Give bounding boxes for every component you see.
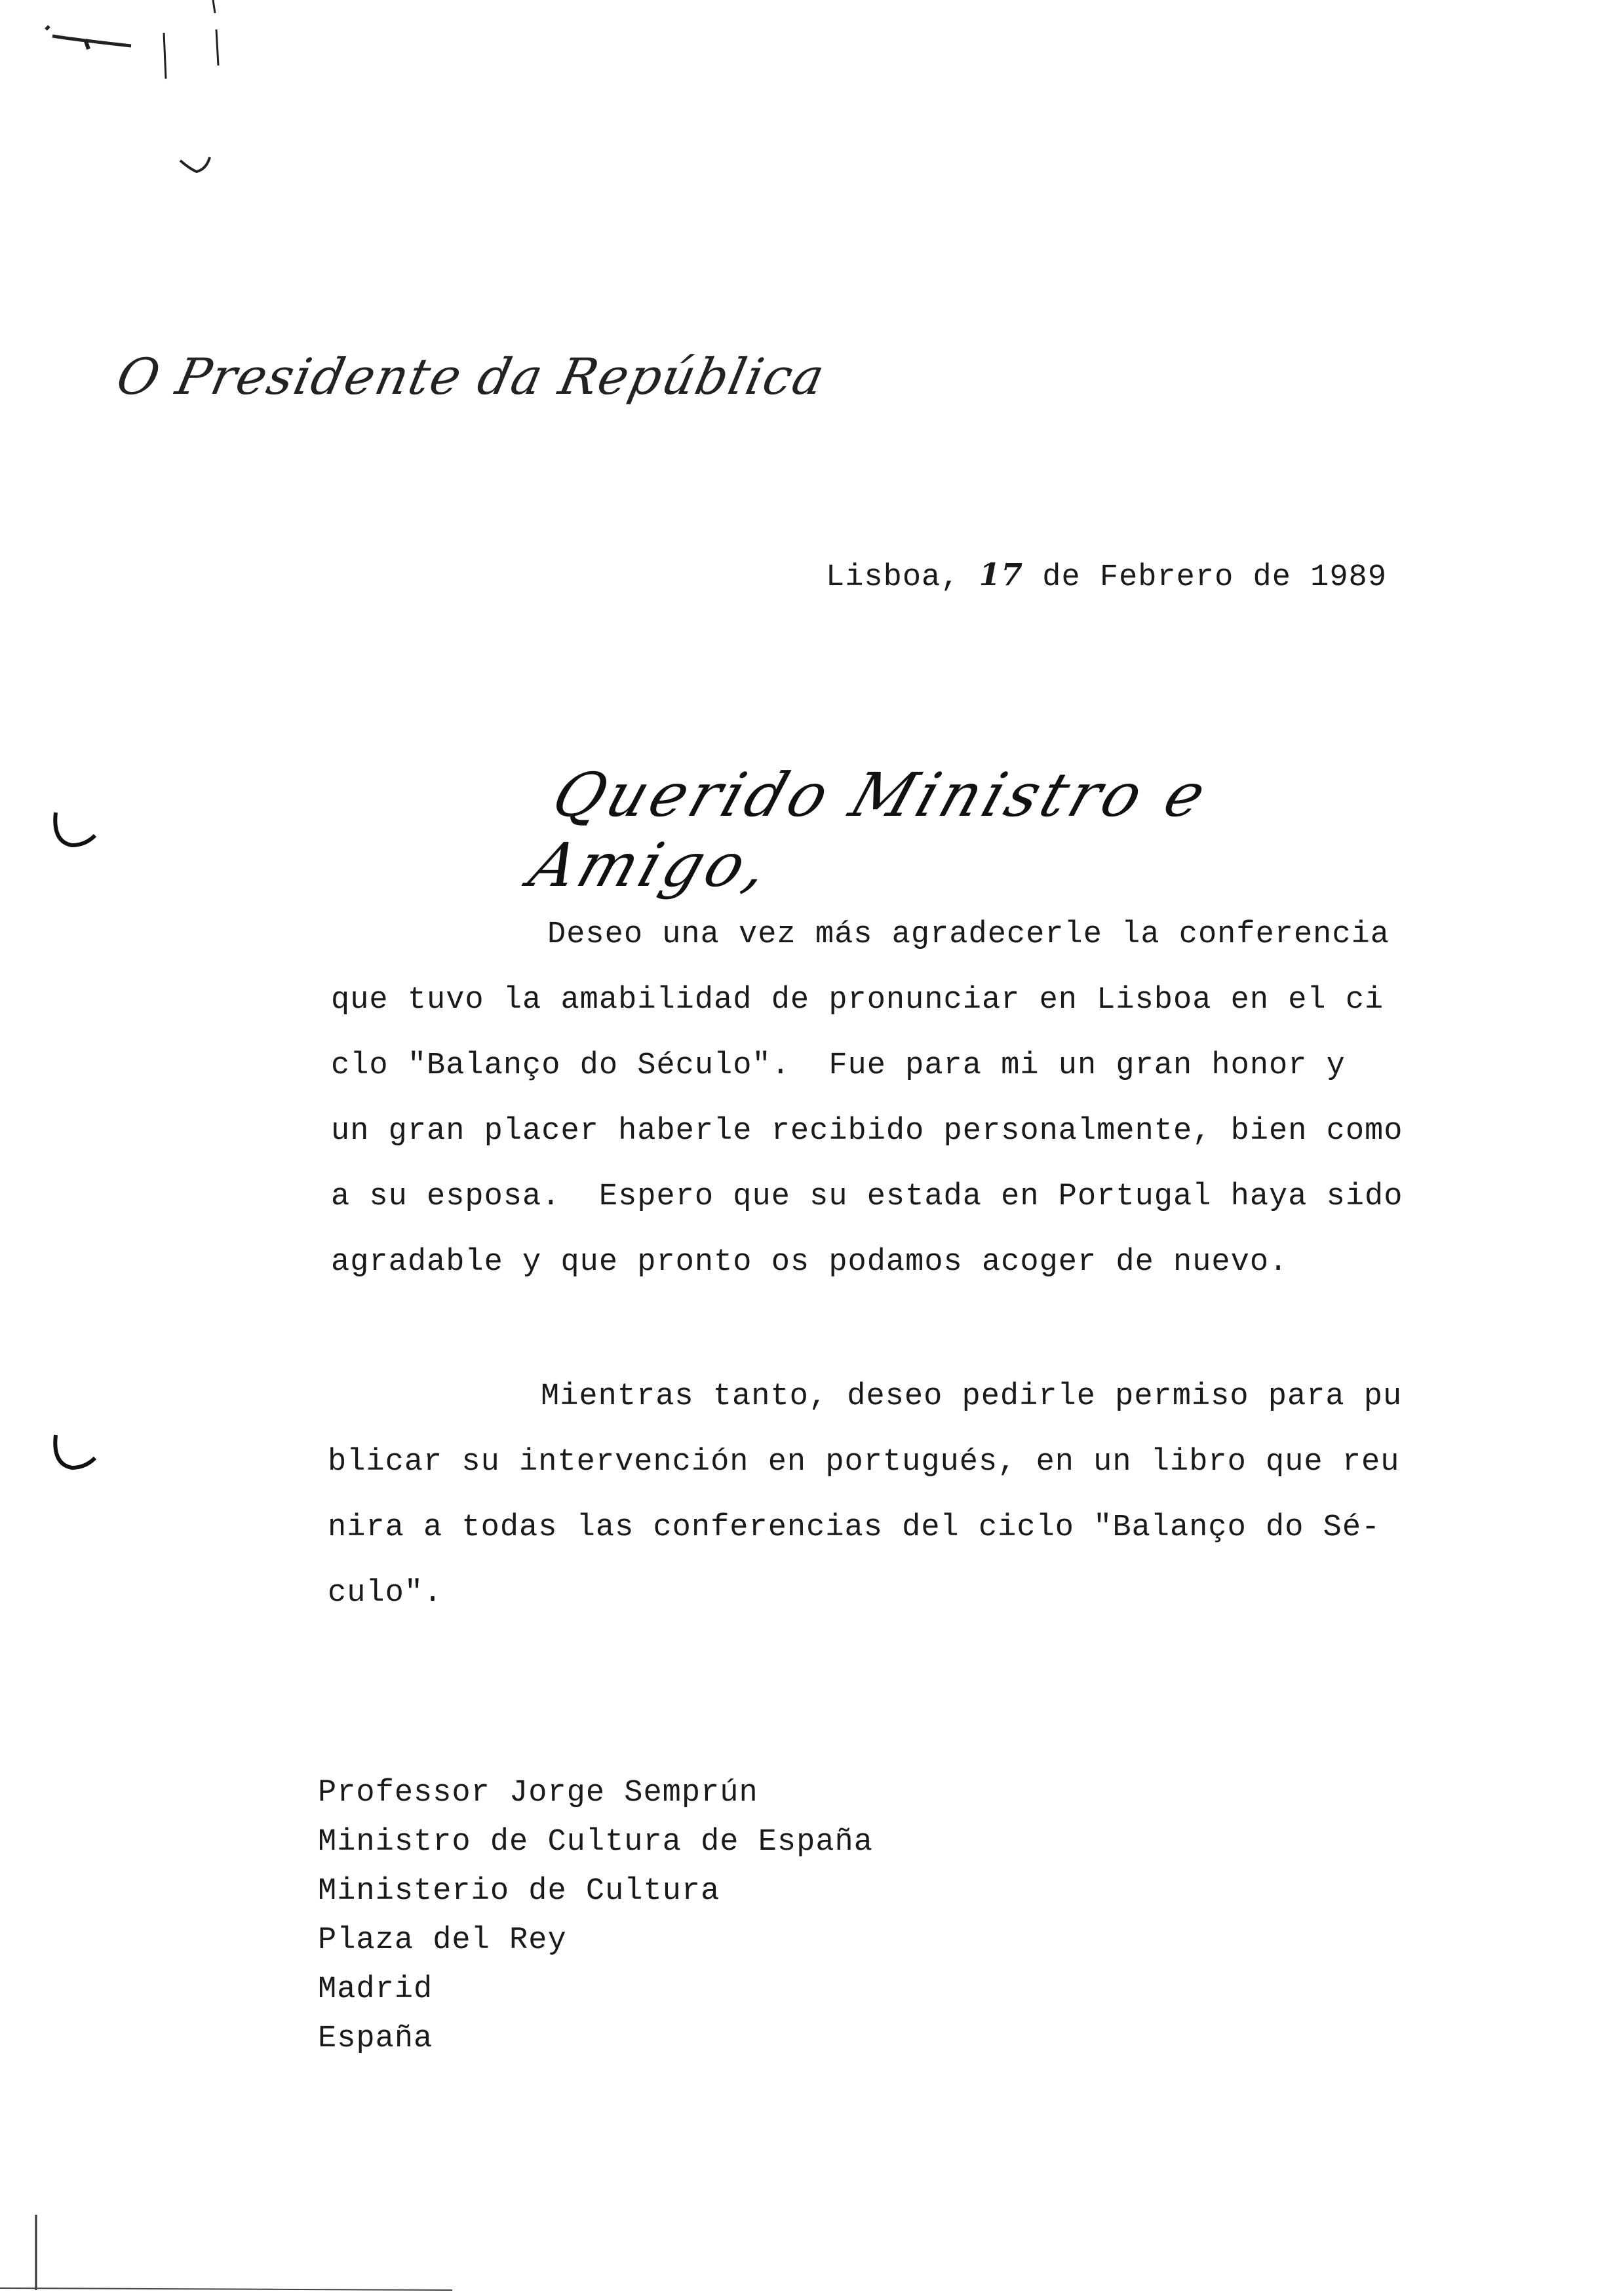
paragraph1-line-1: Deseo una vez más agradecerle la conferencia (547, 917, 1390, 952)
address-line-4: Plaza del Rey (318, 1923, 567, 1958)
handwritten-salutation (521, 734, 1252, 900)
paragraph2-line-1: Mientras tanto, deseo pedirle permiso para pu (541, 1379, 1403, 1414)
address-line-6: España (318, 2021, 433, 2056)
address-line-3: Ministerio de Cultura (318, 1874, 720, 1909)
address-line-1: Professor Jorge Semprún (318, 1776, 758, 1810)
scan-edge-bottom (0, 2215, 459, 2296)
letterhead-title: O Presidente da República (111, 347, 830, 406)
date-prefix: Lisboa, (826, 560, 979, 595)
scan-corner-marks (0, 0, 262, 197)
paragraph1-line-5: a su esposa. Espero que su estada en Portugal haya sido (331, 1179, 1403, 1214)
paragraph1-line-4: un gran placer haberle recibido personalmente, bien como (331, 1114, 1403, 1149)
salutation-text: Querido Ministro e Amigo, (521, 760, 1218, 900)
paragraph2-line-3: nira a todas las conferencias del ciclo "Balanço do Sé- (328, 1510, 1381, 1545)
paragraph2-line-2: blicar su intervención en portugués, en un libro que reu (328, 1445, 1400, 1480)
paragraph1-line-3: clo "Balanço do Século". Fue para mi un gran honor y (331, 1048, 1346, 1083)
address-line-5: Madrid (318, 1972, 433, 2007)
address-line-2: Ministro de Cultura de España (318, 1825, 873, 1860)
date-suffix: de Febrero de 1989 (1023, 560, 1387, 595)
paragraph1-line-6: agradable y que pronto os podamos acoger de nuevo. (331, 1245, 1289, 1280)
paragraph2-line-4: culo". (328, 1576, 443, 1611)
punch-mark-lower (39, 1428, 111, 1487)
date-line (826, 557, 1387, 595)
date-day-handwritten: 17 (979, 557, 1024, 593)
punch-mark-upper (39, 806, 111, 865)
paragraph1-line-2: que tuvo la amabilidad de pronunciar en Lisboa en el ci (331, 983, 1384, 1018)
